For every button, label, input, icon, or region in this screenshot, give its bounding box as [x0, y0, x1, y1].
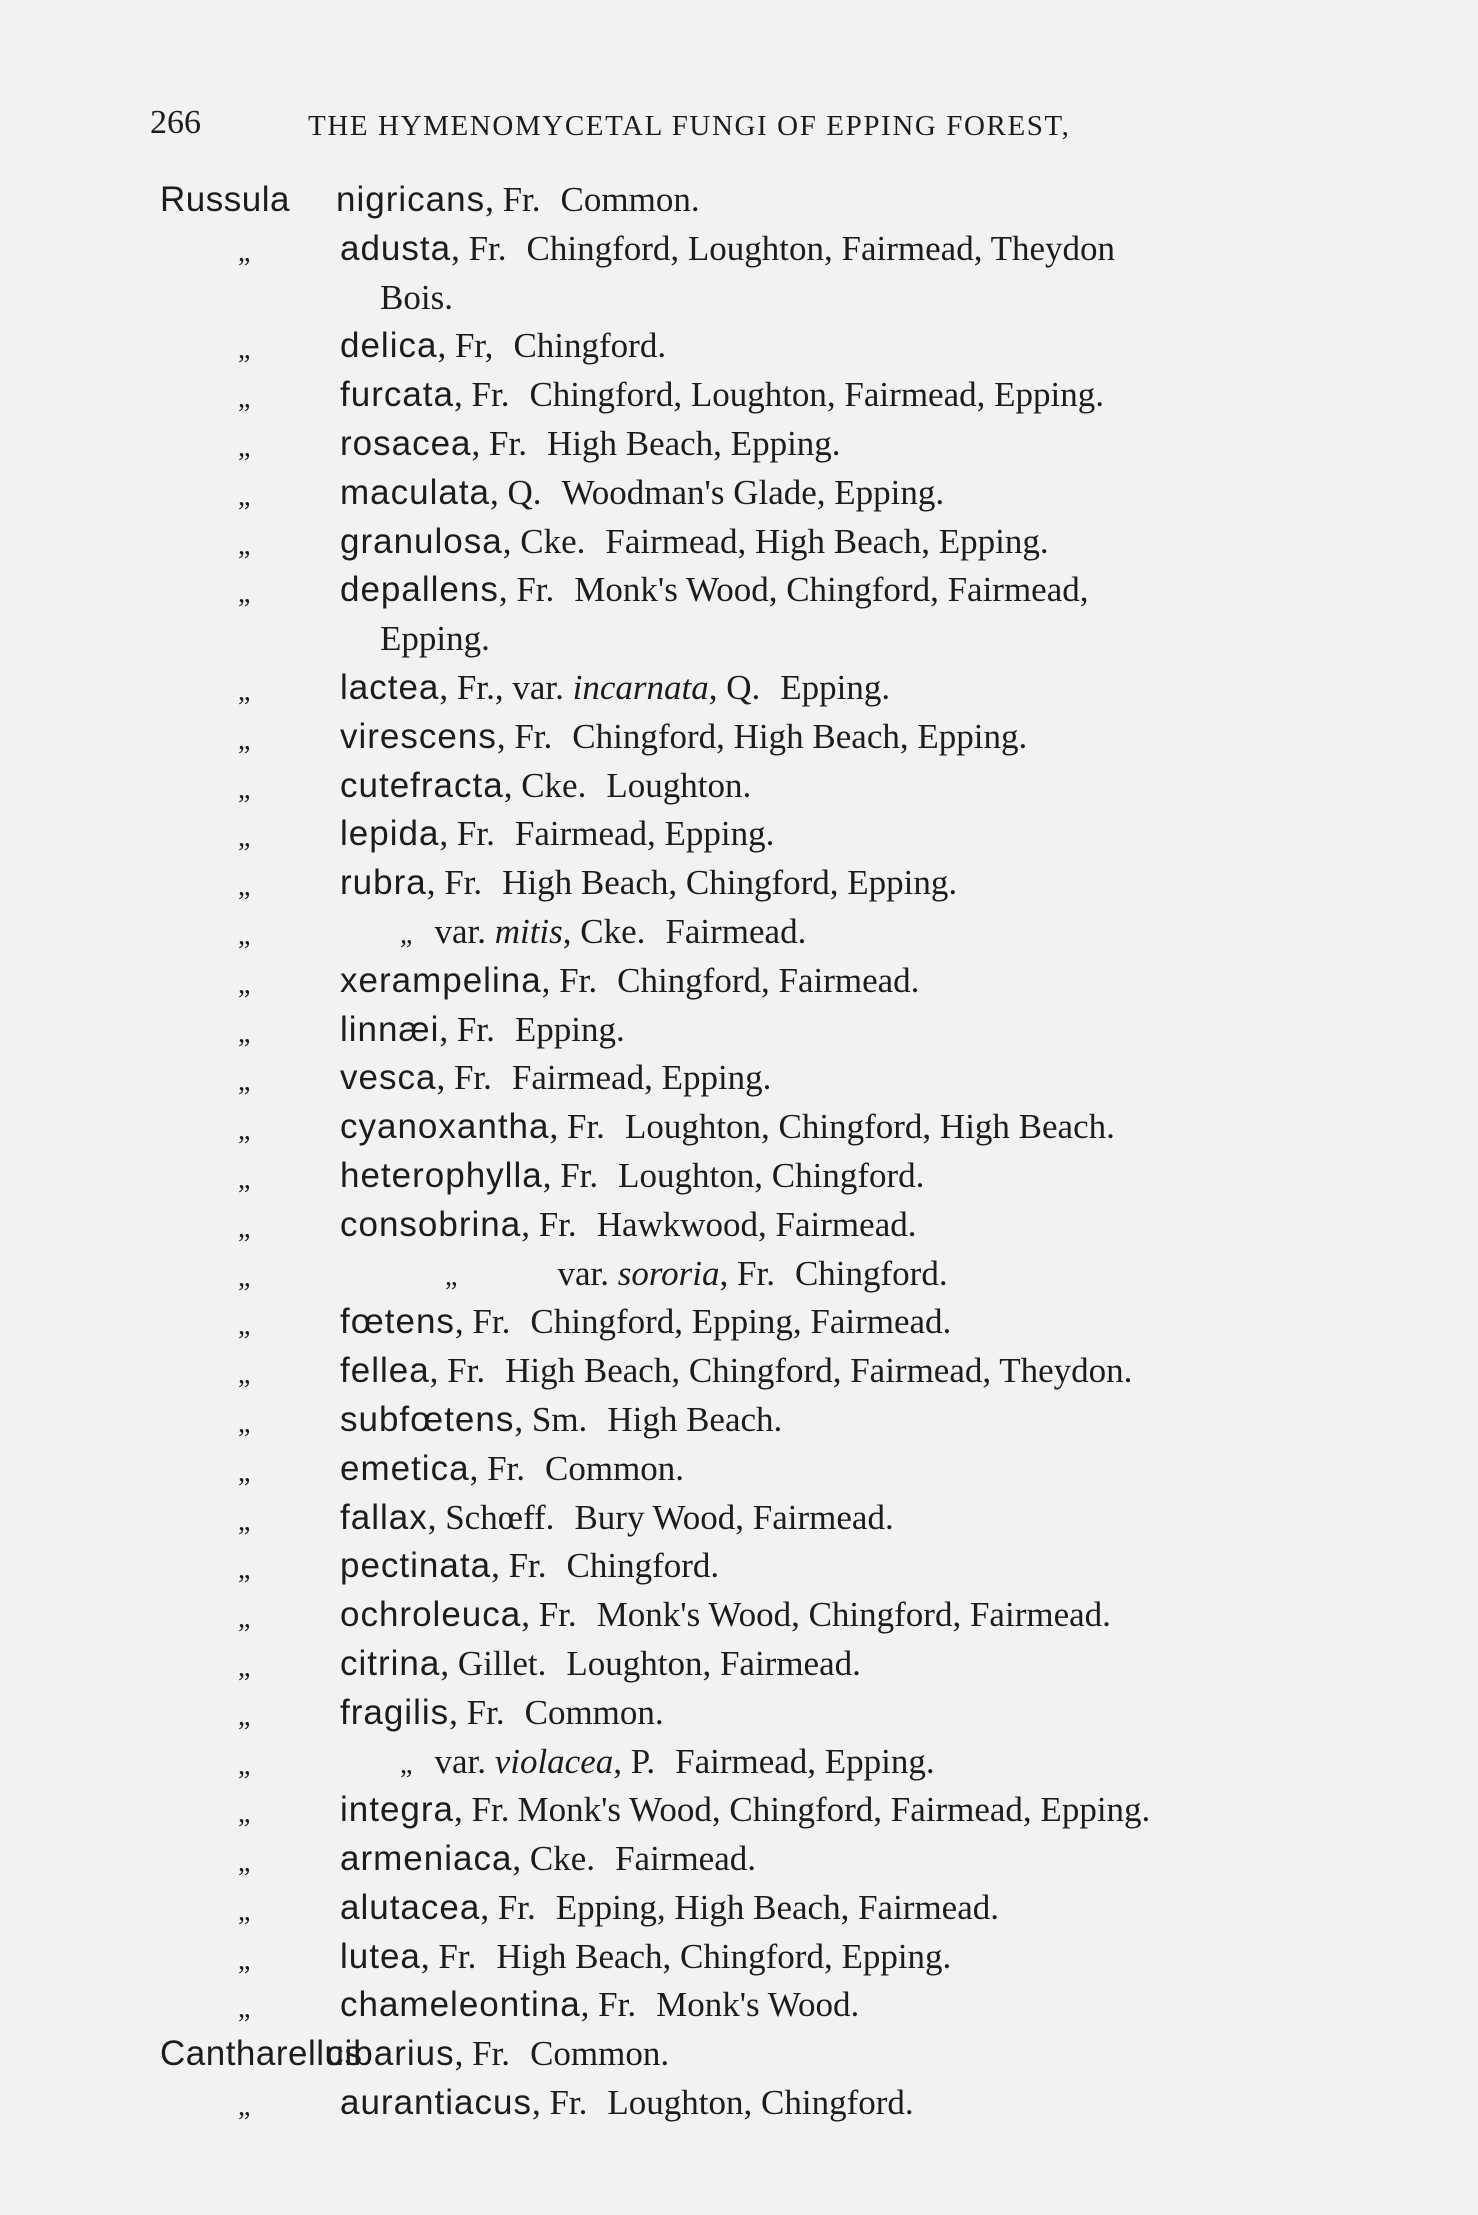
species-entry: [336, 180, 700, 220]
variety-name: sororia: [617, 1253, 720, 1293]
list-item: [0, 1546, 1478, 1595]
authority: , Fr.: [454, 375, 510, 415]
species-name: subfœtens: [340, 1399, 515, 1439]
authority: , Fr.: [531, 2083, 588, 2123]
species-entry: [340, 1351, 1132, 1391]
authority: , Fr,: [437, 326, 494, 366]
list-item: [0, 766, 1478, 815]
species-entry: [340, 424, 841, 464]
species-entry: [340, 1205, 916, 1245]
ditto-mark: „: [238, 1407, 251, 1439]
list-item: [0, 570, 1478, 619]
list-item: [0, 814, 1478, 863]
variety-name: mitis: [494, 911, 563, 951]
locations: Loughton, Fairmead.: [566, 1643, 861, 1683]
list-item: [0, 1937, 1478, 1986]
list-item: [0, 473, 1478, 522]
locations: Loughton.: [606, 765, 752, 805]
authority: , Fr.: [469, 1448, 526, 1488]
species-entry: [340, 1937, 951, 1977]
species-name: emetica: [340, 1448, 470, 1488]
species-name: adusta: [340, 228, 452, 268]
species-entry: [340, 1058, 771, 1098]
authority: , Fr.: [439, 1009, 495, 1049]
locations: Fairmead, High Beach, Epping.: [605, 521, 1049, 561]
locations: Epping, High Beach, Fairmead.: [555, 1887, 1000, 1927]
species-entry: [340, 326, 666, 366]
authority: , Fr.: [498, 570, 555, 610]
locations: High Beach, Chingford, Epping.: [502, 863, 958, 903]
variety-authority: , Q.: [708, 667, 761, 707]
species-entry: [340, 1790, 1150, 1830]
list-item: [0, 1254, 1478, 1303]
list-item: [0, 1010, 1478, 1059]
species-name: cibarius: [326, 2034, 455, 2074]
species-name: furcata: [340, 375, 454, 415]
species-name: consobrina: [340, 1204, 522, 1244]
species-name: armeniaca: [340, 1839, 513, 1879]
locations: High Beach.: [607, 1399, 783, 1439]
ditto-mark: „: [238, 1261, 251, 1293]
variety-prefix: var.: [557, 1253, 609, 1293]
authority: , Fr.: [471, 423, 527, 463]
list-item: [0, 1400, 1478, 1449]
list-item: [0, 278, 1478, 327]
locations: Chingford.: [566, 1546, 720, 1586]
authority: , Fr.: [436, 1058, 492, 1098]
locations: Chingford, High Beach, Epping.: [572, 716, 1028, 756]
ditto-mark: „: [238, 871, 251, 903]
authority: , Fr.: [426, 863, 483, 903]
species-entry: [340, 1644, 861, 1684]
authority: , Gillet.: [440, 1643, 547, 1683]
authority: , Fr., var.: [439, 667, 564, 707]
species-name: lepida: [340, 814, 440, 854]
species-name: lutea: [340, 1936, 421, 1976]
authority: , Fr.: [451, 228, 507, 268]
species-entry: [340, 961, 919, 1001]
species-name: fallax: [340, 1497, 428, 1537]
list-item: [0, 1595, 1478, 1644]
authority: , Fr.: [496, 716, 553, 756]
authority: , Schœff.: [427, 1497, 555, 1537]
list-item: [0, 1742, 1478, 1791]
species-name: xerampelina: [340, 960, 542, 1000]
page-number: 266: [150, 104, 201, 141]
variety-line: [400, 912, 806, 952]
list-item: [0, 961, 1478, 1010]
authority: , Fr.: [454, 1302, 511, 1342]
species-entry: [340, 2083, 914, 2123]
species-entry: [340, 570, 1089, 610]
authority: , Q.: [490, 472, 542, 512]
list-item: [0, 1498, 1478, 1547]
list-item: [0, 1644, 1478, 1693]
authority: , Fr.: [429, 1351, 486, 1391]
ditto-mark: „: [238, 1651, 251, 1683]
ditto-mark: „: [238, 1505, 251, 1537]
ditto-mark: „: [238, 480, 251, 512]
species-name: pectinata: [340, 1546, 492, 1586]
locations: Loughton, Chingford, High Beach.: [624, 1107, 1115, 1147]
species-name: lactea: [340, 667, 440, 707]
species-entry: [340, 229, 1115, 269]
ditto-mark: „: [238, 1310, 251, 1342]
species-name: fœtens: [340, 1302, 455, 1342]
variety-authority: , Cke.: [562, 911, 646, 951]
variety-name: violacea: [494, 1741, 614, 1781]
locations: Common.: [530, 2034, 670, 2074]
locations: Fairmead.: [665, 911, 807, 951]
list-item: [0, 1058, 1478, 1107]
authority: , Fr.: [454, 1790, 510, 1830]
ditto-mark: „: [400, 918, 413, 950]
locations: Common.: [545, 1448, 685, 1488]
authority: , Fr.: [485, 180, 541, 219]
locations: Chingford.: [513, 326, 667, 366]
ditto-mark: „: [238, 1749, 251, 1781]
list-item: [0, 1449, 1478, 1498]
locations: Monk's Wood, Chingford, Fairmead.: [596, 1595, 1111, 1635]
species-entry: [340, 1107, 1115, 1147]
list-item: [0, 1839, 1478, 1888]
list-item: [0, 1156, 1478, 1205]
ditto-mark: „: [238, 1456, 251, 1488]
locations: Fairmead, Epping.: [514, 814, 775, 854]
species-entry: [340, 1400, 782, 1440]
continuation-text: Bois.: [380, 277, 453, 317]
ditto-mark: „: [238, 334, 251, 366]
list-item: [0, 424, 1478, 473]
species-name: rubra: [340, 863, 427, 903]
locations: Fairmead.: [615, 1839, 756, 1879]
page-header: [150, 104, 1400, 144]
ditto-mark: „: [238, 1895, 251, 1927]
locations: Monk's Wood, Chingford, Fairmead, Epping.: [517, 1790, 1151, 1830]
locations: Woodman's Glade, Epping.: [561, 472, 945, 512]
species-name: citrina: [340, 1643, 441, 1683]
locations: Fairmead, Epping.: [675, 1741, 935, 1781]
running-head: THE HYMENOMYCETAL FUNGI OF EPPING FOREST,: [308, 110, 1071, 142]
species-name: linnæi: [340, 1009, 440, 1049]
species-name: cyanoxantha: [340, 1107, 550, 1147]
list-item: [0, 1693, 1478, 1742]
locations: Bury Wood, Fairmead.: [574, 1497, 894, 1537]
species-name: alutacea: [340, 1887, 481, 1927]
locations: Chingford, Loughton, Fairmead, Theydon: [526, 228, 1115, 268]
locations: Chingford, Loughton, Fairmead, Epping.: [529, 375, 1104, 415]
list-item: [0, 522, 1478, 571]
species-name: cutefracta: [340, 765, 504, 805]
ditto-mark: „: [238, 1115, 251, 1147]
list-item: [0, 326, 1478, 375]
species-entry: [340, 766, 751, 806]
ditto-mark: „: [238, 529, 251, 561]
species-entry: [340, 1985, 859, 2025]
list-item: [0, 668, 1478, 717]
variety-line: [400, 1742, 935, 1782]
ditto-mark: „: [238, 1847, 251, 1879]
locations: High Beach, Chingford, Epping.: [496, 1936, 952, 1976]
species-name: heterophylla: [340, 1155, 543, 1195]
list-item: [0, 1205, 1478, 1254]
authority: , Sm.: [514, 1399, 588, 1439]
ditto-mark: „: [238, 1554, 251, 1586]
ditto-mark: „: [238, 431, 251, 463]
species-name: nigricans: [336, 180, 486, 219]
species-entry: [340, 814, 774, 854]
locations: High Beach, Epping.: [546, 423, 841, 463]
list-item: [0, 1351, 1478, 1400]
ditto-mark: „: [238, 1163, 251, 1195]
variety-authority: , Fr.: [719, 1253, 775, 1293]
ditto-mark: „: [238, 773, 251, 805]
list-item: [0, 229, 1478, 278]
species-name: depallens: [340, 570, 499, 610]
species-entry: [340, 1839, 756, 1879]
genus-name: Russula: [160, 180, 290, 219]
authority: , Fr.: [521, 1595, 577, 1635]
locations: Common.: [524, 1692, 664, 1732]
ditto-mark: „: [238, 1017, 251, 1049]
species-entry: [340, 522, 1049, 562]
ditto-mark: „: [238, 822, 251, 854]
list-item: [0, 619, 1478, 668]
ditto-mark: „: [238, 1798, 251, 1830]
ditto-mark: „: [238, 2091, 251, 2123]
species-name: vesca: [340, 1058, 437, 1098]
locations: Monk's Wood, Chingford, Fairmead,: [574, 570, 1089, 610]
species-entry: [340, 473, 944, 513]
list-item: [0, 717, 1478, 766]
genus-name: Cantharellus: [160, 2034, 363, 2074]
species-entry: [340, 1546, 719, 1586]
authority: , Fr.: [491, 1546, 547, 1586]
list-item: [0, 2083, 1478, 2132]
variety-line: [445, 1254, 948, 1294]
species-entry: [340, 1595, 1111, 1635]
species-entry: [340, 375, 1104, 415]
species-name: fragilis: [340, 1692, 450, 1732]
locations: Epping.: [514, 1009, 625, 1049]
ditto-mark: „: [238, 1212, 251, 1244]
ditto-mark: „: [400, 1748, 413, 1780]
locations: Loughton, Chingford.: [618, 1155, 925, 1195]
list-item: [0, 1888, 1478, 1937]
authority: , Cke.: [502, 521, 586, 561]
species-name: integra: [340, 1790, 455, 1830]
list-item: [0, 2034, 1478, 2083]
variety-prefix: var.: [434, 911, 486, 951]
species-name: fellea: [340, 1351, 430, 1391]
locations: Fairmead, Epping.: [511, 1058, 772, 1098]
ditto-mark: „: [238, 724, 251, 756]
species-entry: [340, 668, 890, 708]
authority: , Fr.: [521, 1204, 577, 1244]
locations: Common.: [560, 180, 700, 219]
authority: , Fr.: [439, 814, 495, 854]
species-list: [0, 180, 1478, 2132]
locations: Hawkwood, Fairmead.: [596, 1204, 917, 1244]
species-entry: [340, 1449, 684, 1489]
species-name: virescens: [340, 716, 497, 756]
list-item: [0, 375, 1478, 424]
ditto-mark: „: [238, 1359, 251, 1391]
authority: , Fr.: [449, 1692, 505, 1732]
locations: Loughton, Chingford.: [607, 2083, 914, 2123]
species-entry: [340, 1693, 664, 1733]
locations: High Beach, Chingford, Fairmead, Theydon.: [505, 1351, 1133, 1391]
ditto-mark: „: [238, 578, 251, 610]
authority: , Cke.: [503, 765, 587, 805]
species-name: chameleontina: [340, 1985, 581, 2025]
ditto-mark: „: [238, 675, 251, 707]
authority: , Fr.: [580, 1985, 637, 2025]
authority: , Fr.: [549, 1107, 605, 1147]
list-item: [0, 1107, 1478, 1156]
authority: , Cke.: [512, 1839, 596, 1879]
variety-prefix: var.: [434, 1741, 486, 1781]
list-item: [0, 863, 1478, 912]
list-item: [0, 1302, 1478, 1351]
authority: , Fr.: [420, 1936, 477, 1976]
species-entry: [340, 1888, 999, 1928]
variety-authority: , P.: [613, 1741, 656, 1781]
species-entry: [340, 863, 957, 903]
species-name: delica: [340, 326, 438, 366]
species-name: granulosa: [340, 521, 503, 561]
ditto-mark: „: [238, 1993, 251, 2025]
list-item: [0, 912, 1478, 961]
species-name: aurantiacus: [340, 2083, 532, 2123]
authority: , Fr.: [480, 1887, 536, 1927]
species-name: maculata: [340, 472, 491, 512]
list-item: [0, 1790, 1478, 1839]
locations: Chingford, Fairmead.: [617, 960, 920, 1000]
ditto-mark: „: [238, 1603, 251, 1635]
species-entry: [340, 1498, 894, 1538]
authority: , Fr.: [541, 960, 598, 1000]
ditto-mark: „: [238, 919, 251, 951]
ditto-mark: „: [238, 1700, 251, 1732]
ditto-mark: „: [238, 1944, 251, 1976]
ditto-mark: „: [238, 1066, 251, 1098]
species-entry: [340, 1156, 924, 1196]
locations: Epping.: [780, 667, 891, 707]
species-entry: [340, 1302, 951, 1342]
species-entry: [326, 2034, 669, 2074]
locations: Monk's Wood.: [656, 1985, 860, 2025]
continuation-text: Epping.: [380, 619, 490, 659]
species-name: ochroleuca: [340, 1595, 522, 1635]
list-item: [0, 180, 1478, 229]
species-entry: [340, 717, 1027, 757]
list-item: [0, 1985, 1478, 2034]
locations: Chingford.: [794, 1253, 948, 1293]
variety-name: incarnata: [572, 667, 709, 707]
species-name: rosacea: [340, 423, 472, 463]
authority: , Fr.: [454, 2034, 511, 2074]
authority: , Fr.: [542, 1155, 599, 1195]
ditto-mark: „: [445, 1260, 458, 1292]
species-entry: [340, 1010, 625, 1050]
locations: Chingford, Epping, Fairmead.: [530, 1302, 952, 1342]
ditto-mark: „: [238, 383, 251, 415]
ditto-mark: „: [238, 968, 251, 1000]
ditto-mark: „: [238, 236, 251, 268]
